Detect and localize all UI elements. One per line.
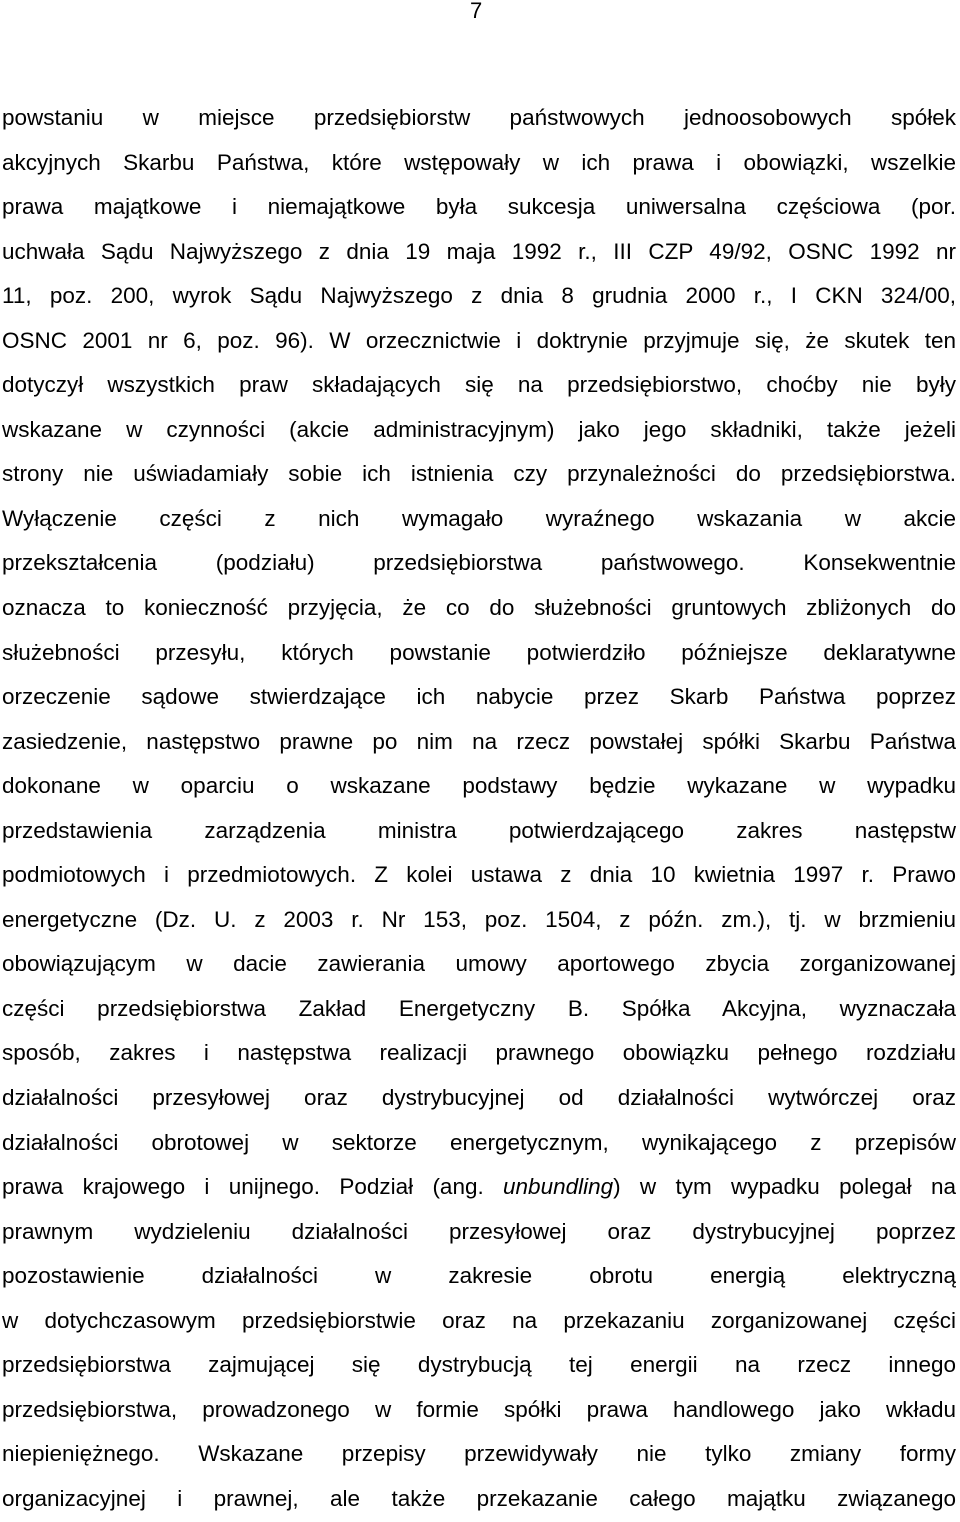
text-line: 11, poz. 200, wyrok Sądu Najwyższego z dnia 8 grudnia 2000 r., I CKN 324/00,	[2, 283, 956, 309]
text-line: zasiedzenie, następstwo prawne po nim na rzecz powstałej spółki Skarbu Państwa	[2, 728, 956, 754]
text-line: obowiązującym w dacie zawierania umowy aportowego zbycia zorganizowanej	[2, 951, 956, 977]
text-line: energetyczne (Dz. U. z 2003 r. Nr 153, poz. 1504, z późn. zm.), tj. w brzmieniu	[2, 906, 956, 932]
italic-term: unbundling	[503, 1174, 614, 1200]
text-line: służebności przesyłu, których powstanie potwierdziło późniejsze deklaratywne	[2, 639, 956, 665]
text-line: w dotychczasowym przedsiębiorstwie oraz na przekazaniu zorganizowanej części	[2, 1307, 956, 1333]
text-line: orzeczenie sądowe stwierdzające ich nabycie przez Skarb Państwa poprzez	[2, 684, 956, 710]
text-line: niepieniężnego. Wskazane przepisy przewidywały nie tylko zmiany formy	[2, 1441, 956, 1467]
text-segment: prawa krajowego i unijnego. Podział (ang.	[2, 1174, 504, 1200]
text-line: podmiotowych i przedmiotowych. Z kolei ustawa z dnia 10 kwietnia 1997 r. Prawo	[2, 862, 956, 888]
text-line: działalności przesyłowej oraz dystrybucyjnej od działalności wytwórczej oraz	[2, 1085, 956, 1111]
text-line: pozostawienie działalności w zakresie obrotu energią elektryczną	[2, 1263, 956, 1289]
text-line: przedsiębiorstwa, prowadzonego w formie spółki prawa handlowego jako wkładu	[2, 1396, 956, 1422]
text-line: działalności obrotowej w sektorze energetycznym, wynikającego z przepisów	[2, 1129, 956, 1155]
text-line: dokonane w oparciu o wskazane podstawy będzie wykazane w wypadku	[2, 773, 956, 799]
text-line: dotyczył wszystkich praw składających się na przedsiębiorstwo, choćby nie były	[2, 372, 956, 398]
text-line: powstaniu w miejsce przedsiębiorstw państwowych jednoosobowych spółek	[2, 105, 956, 130]
text-line: prawnym wydzieleniu działalności przesyłowej oraz dystrybucyjnej poprzez	[2, 1218, 956, 1244]
text-line: prawa majątkowe i niemajątkowe była sukcesja uniwersalna częściowa (por.	[2, 194, 956, 220]
text-line: OSNC 2001 nr 6, poz. 96). W orzecznictwie i doktrynie przyjmuje się, że skutek ten	[2, 327, 956, 353]
text-line: wskazane w czynności (akcie administracyjnym) jako jego składniki, także jeżeli	[2, 416, 956, 442]
text-line: przedstawienia zarządzenia ministra potwierdzającego zakres następstw	[2, 817, 956, 843]
text-line: organizacyjnej i prawnej, ale także przekazanie całego majątku związanego	[2, 1485, 956, 1511]
text-line: uchwała Sądu Najwyższego z dnia 19 maja 1992 r., III CZP 49/92, OSNC 1992 nr	[2, 238, 956, 264]
text-line: strony nie uświadamiały sobie ich istnienia czy przynależności do przedsiębiorstwa.	[2, 461, 956, 487]
text-line: akcyjnych Skarbu Państwa, które wstępowały w ich prawa i obowiązki, wszelkie	[2, 149, 956, 175]
text-line: przekształcenia (podziału) przedsiębiorstwa państwowego. Konsekwentnie	[2, 550, 956, 576]
text-line: części przedsiębiorstwa Zakład Energetyczny B. Spółka Akcyjna, wyznaczała	[2, 995, 956, 1021]
document-body	[2, 96, 956, 1522]
text-segment: ) w tym wypadku polegał na	[613, 1174, 956, 1200]
text-line-with-italic	[2, 1165, 956, 1210]
text-line: sposób, zakres i następstwa realizacji prawnego obowiązku pełnego rozdziału	[2, 1040, 956, 1066]
page-number: 7	[470, 0, 483, 23]
text-line: przedsiębiorstwa zajmującej się dystrybucją tej energii na rzecz innego	[2, 1352, 956, 1378]
text-line: Wyłączenie części z nich wymagało wyraźnego wskazania w akcie	[2, 505, 956, 531]
text-line: oznacza to konieczność przyjęcia, że co do służebności gruntowych zbliżonych do	[2, 595, 956, 621]
